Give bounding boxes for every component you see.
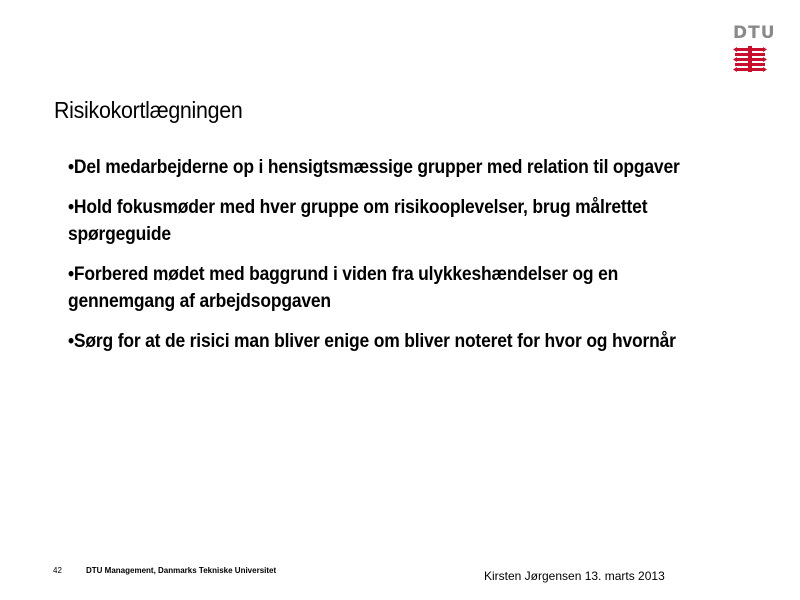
page-number: 42: [53, 566, 62, 575]
dtu-logo-mark-icon: [733, 46, 767, 72]
bullet-marker: •: [68, 264, 74, 285]
dtu-logo-text: DTU: [733, 23, 776, 43]
bullet-marker: •: [68, 197, 74, 218]
bullet-text: Del medarbejderne op i hensigtsmæssige grupper med relation til opgaver: [73, 157, 680, 178]
bullet-item: [68, 328, 712, 355]
dtu-logo: [733, 23, 776, 72]
bullet-item: [68, 154, 712, 181]
bullet-list: [68, 154, 718, 368]
footer-organization: DTU Management, Danmarks Tekniske Universitet: [86, 566, 277, 575]
bullet-item: [68, 261, 712, 315]
bullet-text: Hold fokusmøder med hver gruppe om risikooplevelser, brug målrettet spørgeguide: [68, 197, 648, 245]
bullet-text: Sørg for at de risici man bliver enige om bliver noteret for hvor og hvornår: [73, 331, 676, 352]
bullet-item: [68, 194, 712, 248]
footer-author-date: Kirsten Jørgensen 13. marts 2013: [484, 569, 665, 583]
bullet-marker: •: [68, 157, 74, 178]
bullet-marker: •: [68, 331, 74, 352]
slide-title: Risikokortlægningen: [54, 97, 243, 123]
bullet-text: Forbered mødet med baggrund i viden fra ulykkeshændelser og en gennemgang af arbejdsopgaven: [68, 264, 619, 312]
